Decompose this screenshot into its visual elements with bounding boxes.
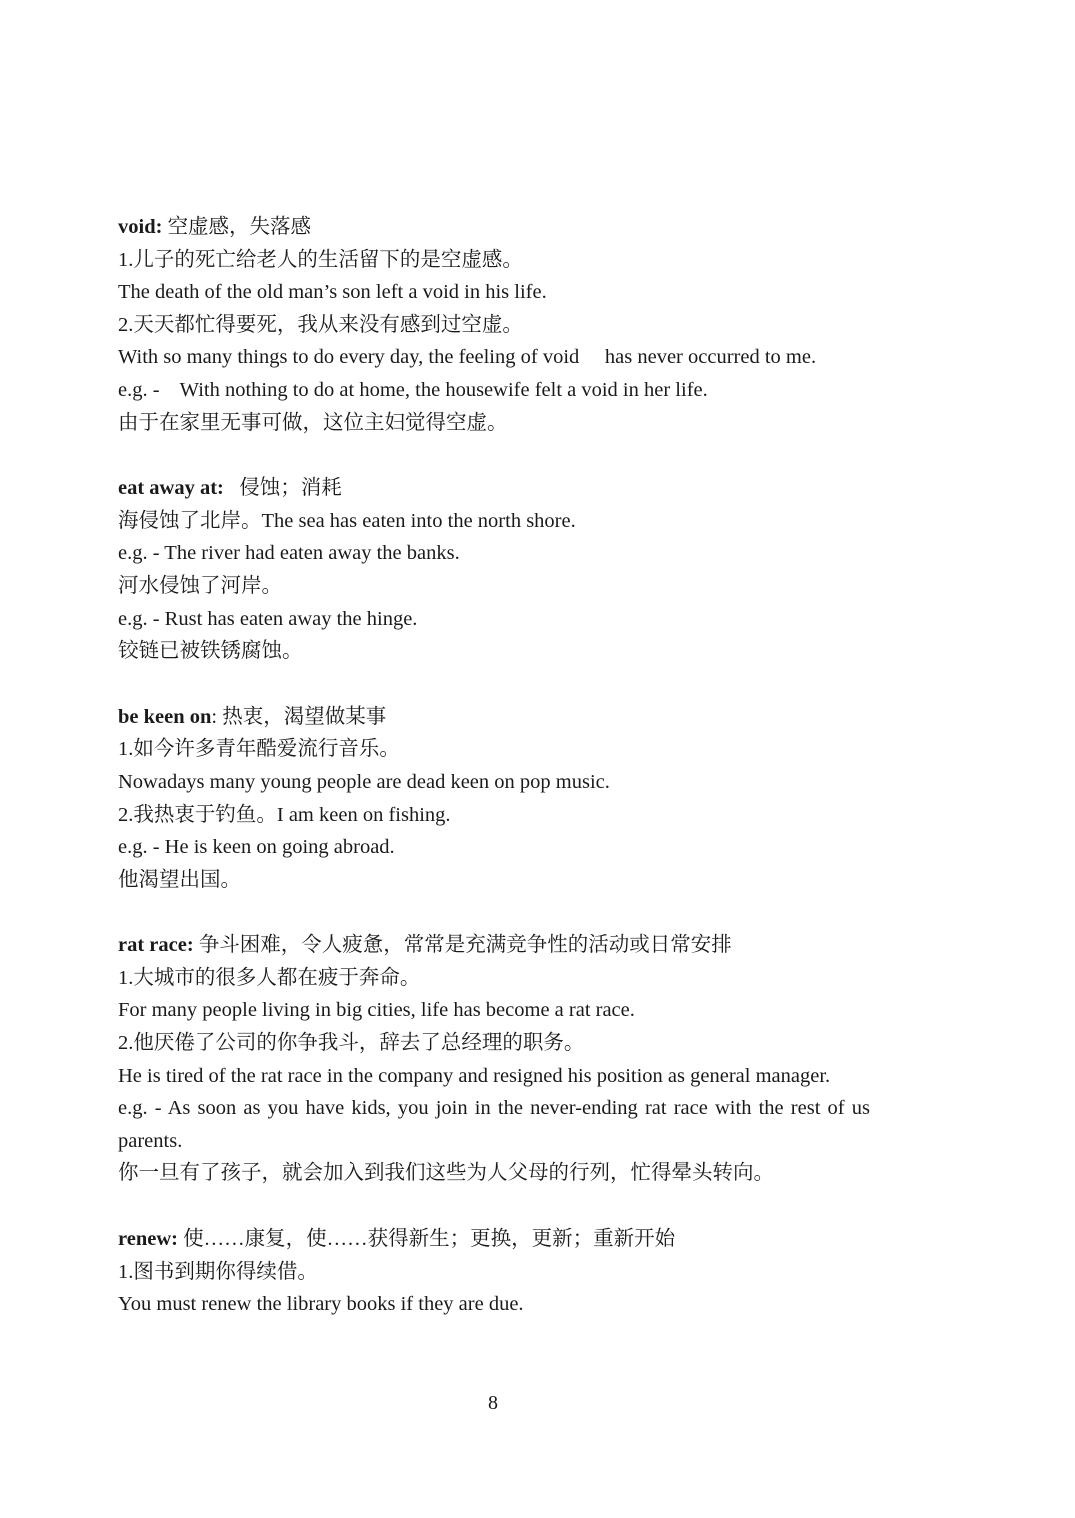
entry-void (118, 211, 870, 439)
example-line: e.g. - Rust has eaten away the hinge. (118, 607, 418, 630)
example-line: e.g. - The river had eaten away the banks. (118, 542, 460, 565)
entry-heading (118, 1223, 870, 1256)
example-line: e.g. - With nothing to do at home, the housewife felt a void in her life. (118, 378, 708, 401)
term: rat race: (118, 934, 194, 957)
example-line: 海侵蚀了北岸。The sea has eaten into the north shore. (118, 509, 576, 532)
entry-eat-away-at (118, 472, 870, 668)
term: eat away at: (118, 477, 224, 500)
meaning: 争斗困难，令人疲惫，常常是充满竞争性的活动或日常安排 (193, 934, 732, 957)
meaning: 使……康复，使……获得新生；更换，更新；重新开始 (177, 1228, 676, 1251)
entry-renew (118, 1223, 870, 1321)
example-line: 河水侵蚀了河岸。 (118, 574, 282, 597)
example-line: 1.大城市的很多人都在疲于奔命。 (118, 966, 421, 989)
entry-heading (118, 472, 870, 505)
example-line: 1.如今许多青年酷爱流行音乐。 (118, 738, 400, 761)
entry-heading (118, 211, 870, 244)
entry-heading (118, 701, 870, 734)
term: renew: (118, 1228, 178, 1251)
example-line: You must renew the library books if they are due. (118, 1293, 524, 1316)
example-line: 2.他厌倦了公司的你争我斗，辞去了总经理的职务。 (118, 1032, 585, 1055)
meaning: 侵蚀；消耗 (223, 477, 342, 500)
example-line: For many people living in big cities, life has become a rat race. (118, 999, 635, 1022)
meaning: : 热衷，渴望做某事 (211, 705, 387, 728)
example-line: With so many things to do every day, the feeling of void has never occurred to me. (118, 346, 817, 369)
example-line: 他渴望出国。 (118, 868, 241, 891)
example-line: The death of the old man’s son left a void in his life. (118, 281, 547, 304)
example-line: 1.儿子的死亡给老人的生活留下的是空虚感。 (118, 248, 523, 271)
example-line: 1.图书到期你得续借。 (118, 1260, 318, 1283)
example-line: He is tired of the rat race in the company and resigned his position as general manager. (118, 1064, 831, 1087)
meaning: 空虚感，失落感 (162, 216, 312, 238)
example-line: e.g. - As soon as you have kids, you join in the never-ending rat race with the rest of us parents. (118, 1097, 870, 1152)
term: be keen on (118, 705, 212, 728)
example-line: e.g. - He is keen on going abroad. (118, 836, 395, 859)
example-line: Nowadays many young people are dead keen on pop music. (118, 770, 610, 793)
entry-be-keen-on (118, 701, 870, 897)
entry-heading (118, 929, 870, 962)
example-line: 2.天天都忙得要死，我从来没有感到过空虚。 (118, 313, 523, 336)
term: void: (118, 216, 163, 238)
document-body (118, 211, 870, 1354)
entry-rat-race (118, 929, 870, 1190)
example-line: 你一旦有了孩子，就会加入到我们这些为人父母的行列，忙得晕头转向。 (118, 1162, 774, 1185)
example-line: 2.我热衷于钓鱼。I am keen on fishing. (118, 803, 451, 826)
example-line: 铰链已被铁锈腐蚀。 (118, 640, 303, 663)
page-number: 8 (488, 1392, 498, 1414)
example-line: 由于在家里无事可做，这位主妇觉得空虚。 (118, 411, 508, 434)
